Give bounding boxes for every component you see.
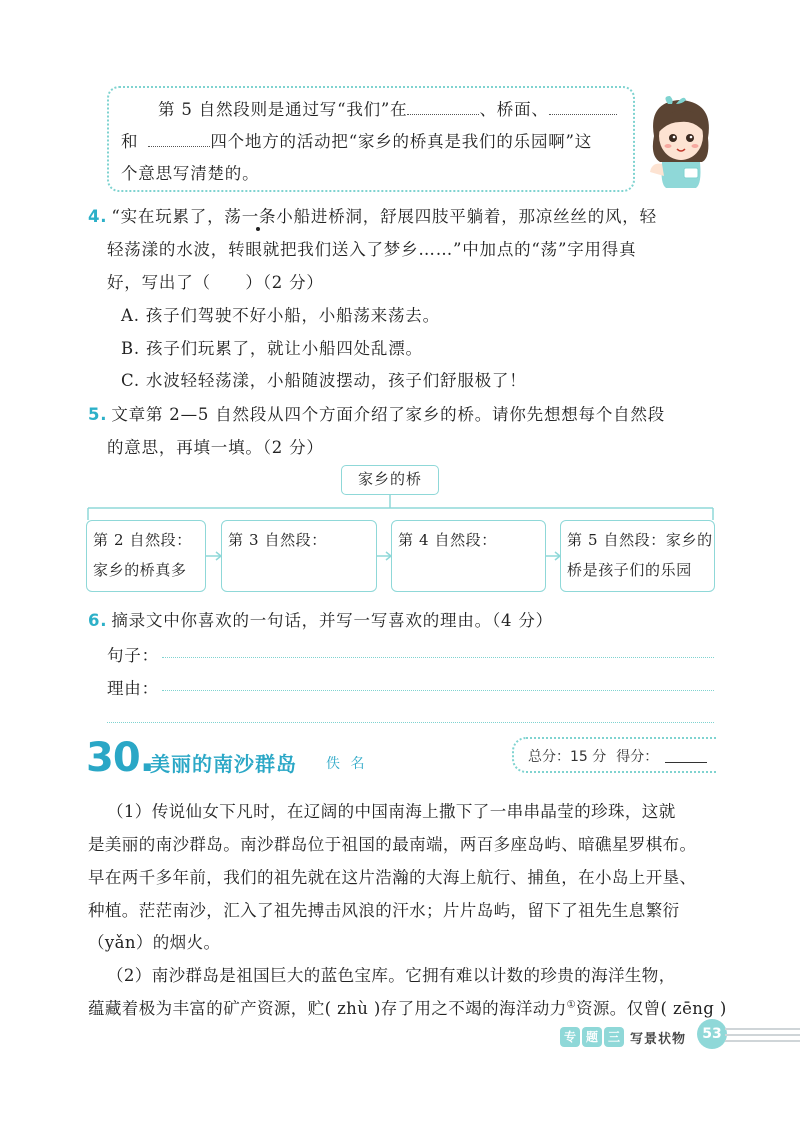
lesson-title: 美丽的南沙群岛: [150, 752, 297, 776]
footer-rule-1: [725, 1028, 800, 1030]
diagram-box-2[interactable]: 第 3 自然段：: [221, 520, 377, 592]
diagram-root: 家乡的桥: [341, 465, 439, 495]
reason-label: 理由：: [107, 679, 159, 698]
footer-rule-3: [725, 1040, 800, 1042]
passage-line-2: 是美丽的南沙群岛。南沙群岛位于祖国的最南端，两百多座岛屿、暗礁星罗棋布。: [88, 835, 697, 854]
intro-line-1: 第 5 自然段则是通过写“我们”在 、桥面、: [158, 96, 617, 120]
q4-line-3: 好，写出了（ ）（2 分）: [107, 273, 324, 292]
score-line: 总分：15 分 得分：: [528, 749, 659, 765]
diagram-box-1: 第 2 自然段： 家乡的桥真多: [86, 520, 206, 592]
q6-prompt: 6. 摘录文中你喜欢的一句话，并写一写喜欢的理由。（4 分）: [88, 611, 553, 630]
intro-line-2: 和 四个地方的活动把“家乡的桥真是我们的乐园啊”这: [121, 132, 593, 151]
diagram-box-3[interactable]: 第 4 自然段：: [391, 520, 546, 592]
footer-rule-2: [725, 1034, 800, 1036]
q4-option-b[interactable]: B. 孩子们玩累了，就让小船四处乱漂。: [121, 339, 423, 358]
passage-line-5: （yǎn）的烟火。: [88, 933, 221, 952]
q5-line-2: 的意思，再填一填。（2 分）: [107, 438, 324, 457]
sentence-answer-line[interactable]: [162, 657, 714, 658]
q4-option-c[interactable]: C. 水波轻轻荡漾，小船随波摆动，孩子们舒服极了！: [121, 371, 527, 390]
passage-line-1: （1）传说仙女下凡时，在辽阔的中国南海上撒下了一串串晶莹的珍珠，这就: [107, 802, 676, 821]
diagram-box-4: 第 5 自然段：家乡的 桥是孩子们的乐园: [560, 520, 715, 592]
q4-line-2: 轻荡漾的水波，转眼就把我们送入了梦乡……”中加点的“荡”字用得真: [107, 240, 637, 259]
q4-option-a[interactable]: A. 孩子们驾驶不好小船，小船荡来荡去。: [121, 306, 440, 325]
section-divider: [107, 722, 714, 723]
lesson-author: 佚 名: [326, 756, 368, 772]
reason-answer-line[interactable]: [162, 690, 714, 691]
passage-line-6: （2）南沙群岛是祖国巨大的蓝色宝库。它拥有难以计数的珍贵的海洋生物，: [107, 966, 676, 985]
passage-line-3: 早在两千多年前，我们的祖先就在这片浩瀚的大海上航行、捕鱼，在小岛上开垦、: [88, 868, 697, 887]
passage-line-7: 蕴藏着极为丰富的矿产资源，贮( zhù )存了用之不竭的海洋动力①资源。仅曾( zēng ): [88, 999, 727, 1018]
score-input[interactable]: [665, 762, 707, 763]
page-number: 53: [697, 1019, 727, 1049]
intro-line-3: 个意思写清楚的。: [121, 164, 260, 183]
q5-line-1: 5. 文章第 2—5 自然段从四个方面介绍了家乡的桥。请你先想想每个自然段: [88, 405, 666, 424]
sentence-label: 句子：: [107, 646, 159, 665]
footer-tag: 专 题 三 写景状物: [560, 1026, 686, 1048]
passage-line-4: 种植。茫茫南沙，汇入了祖先搏击风浪的汗水；片片岛屿，留下了祖先生息繁衍: [88, 901, 680, 920]
q4-line-1: 4. “实在玩累了，荡一条小船进桥洞，舒展四肢平躺着，那凉丝丝的风，轻: [88, 207, 657, 226]
lesson-number: 30.: [86, 735, 154, 781]
